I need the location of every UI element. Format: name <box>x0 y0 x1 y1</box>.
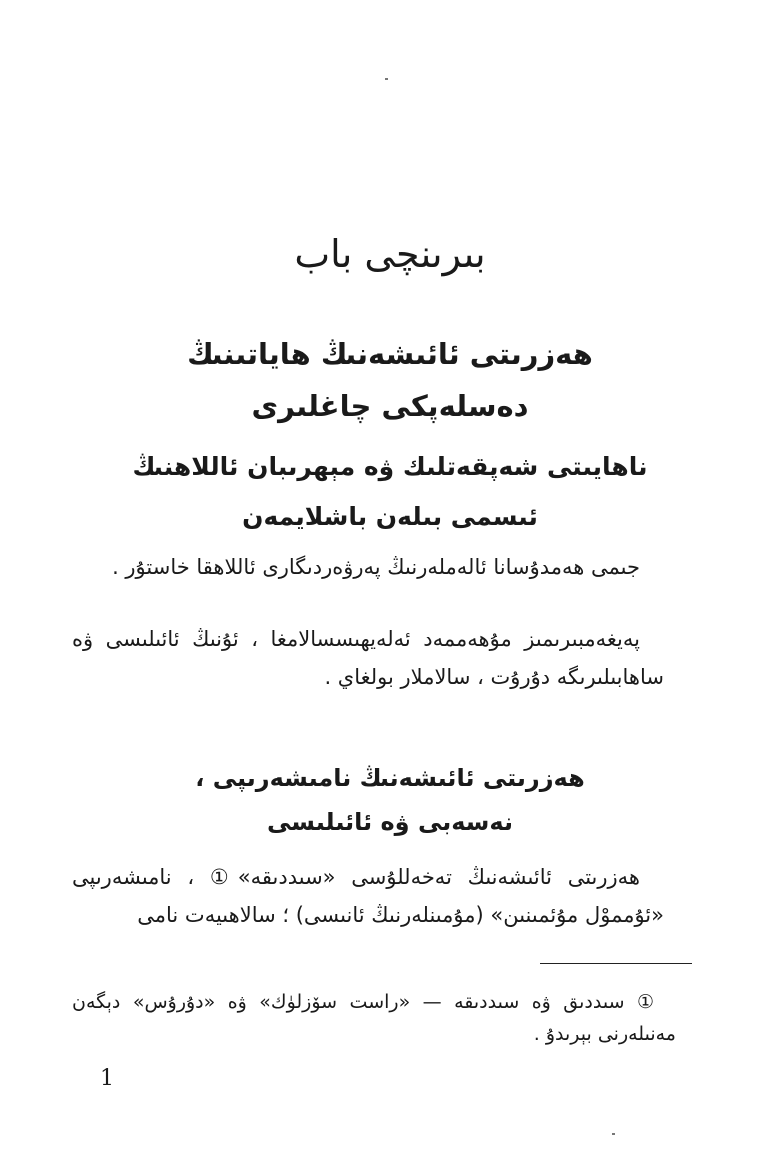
chapter-heading: بىرىنچى باب <box>294 232 486 276</box>
footnote-divider <box>540 963 692 964</box>
body-paragraph: پەيغەمبىرىمىز مۇھەممەد ئەلەيھىسسالامغا ، ئۇنىڭ ئائىلىسى ۋە ساھابىلىرىگە دۇرۇت ، سالاملار بولغاي . <box>72 627 664 689</box>
section-title-line: نەسەبى ۋە ئائىلىسى <box>267 808 513 836</box>
section-title-line: ھەزرىتى ئائىشەنىڭ نامىشەرىپى ، <box>195 764 585 792</box>
body-paragraph: ھەزرىتى ئائىشەنىڭ تەخەللۇسى «سىددىقە»① ، نامىشەرىپى «ئۇمموْل مۇئمىنىن» (مۇمىنلەرنىڭ ئانىسى) ؛ سالاھىيەت نامى <box>72 865 664 927</box>
body-paragraph: جىمى ھەمدۇسانا ئالەملەرنىڭ پەرۋەردىگارى ئاللاھقا خاستۇر . <box>112 555 640 579</box>
section-title-line: ھەزرىتى ئائىشەنىڭ ھاياتىنىڭ <box>187 337 593 371</box>
basmala-line: ناھايىتى شەپقەتلىك ۋە مېھرىبان ئاللاھنىڭ <box>132 452 648 481</box>
section-title-life <box>0 328 780 432</box>
page-number: 1 <box>100 1066 114 1091</box>
print-speck <box>385 78 388 80</box>
section-title-name-lineage <box>0 756 780 844</box>
basmala-heading <box>0 442 780 542</box>
print-speck <box>612 1133 615 1135</box>
footnote: ① سىددىق ۋە سىددىقە — «راست سۆزلۈك» ۋە «دۇرۇس» دېگەن مەنىلەرنى بېرىدۇ . <box>72 991 676 1045</box>
basmala-line: ئىسمى بىلەن باشلايمەن <box>242 502 538 531</box>
section-title-line: دەسلەپكى چاغلىرى <box>251 389 529 423</box>
